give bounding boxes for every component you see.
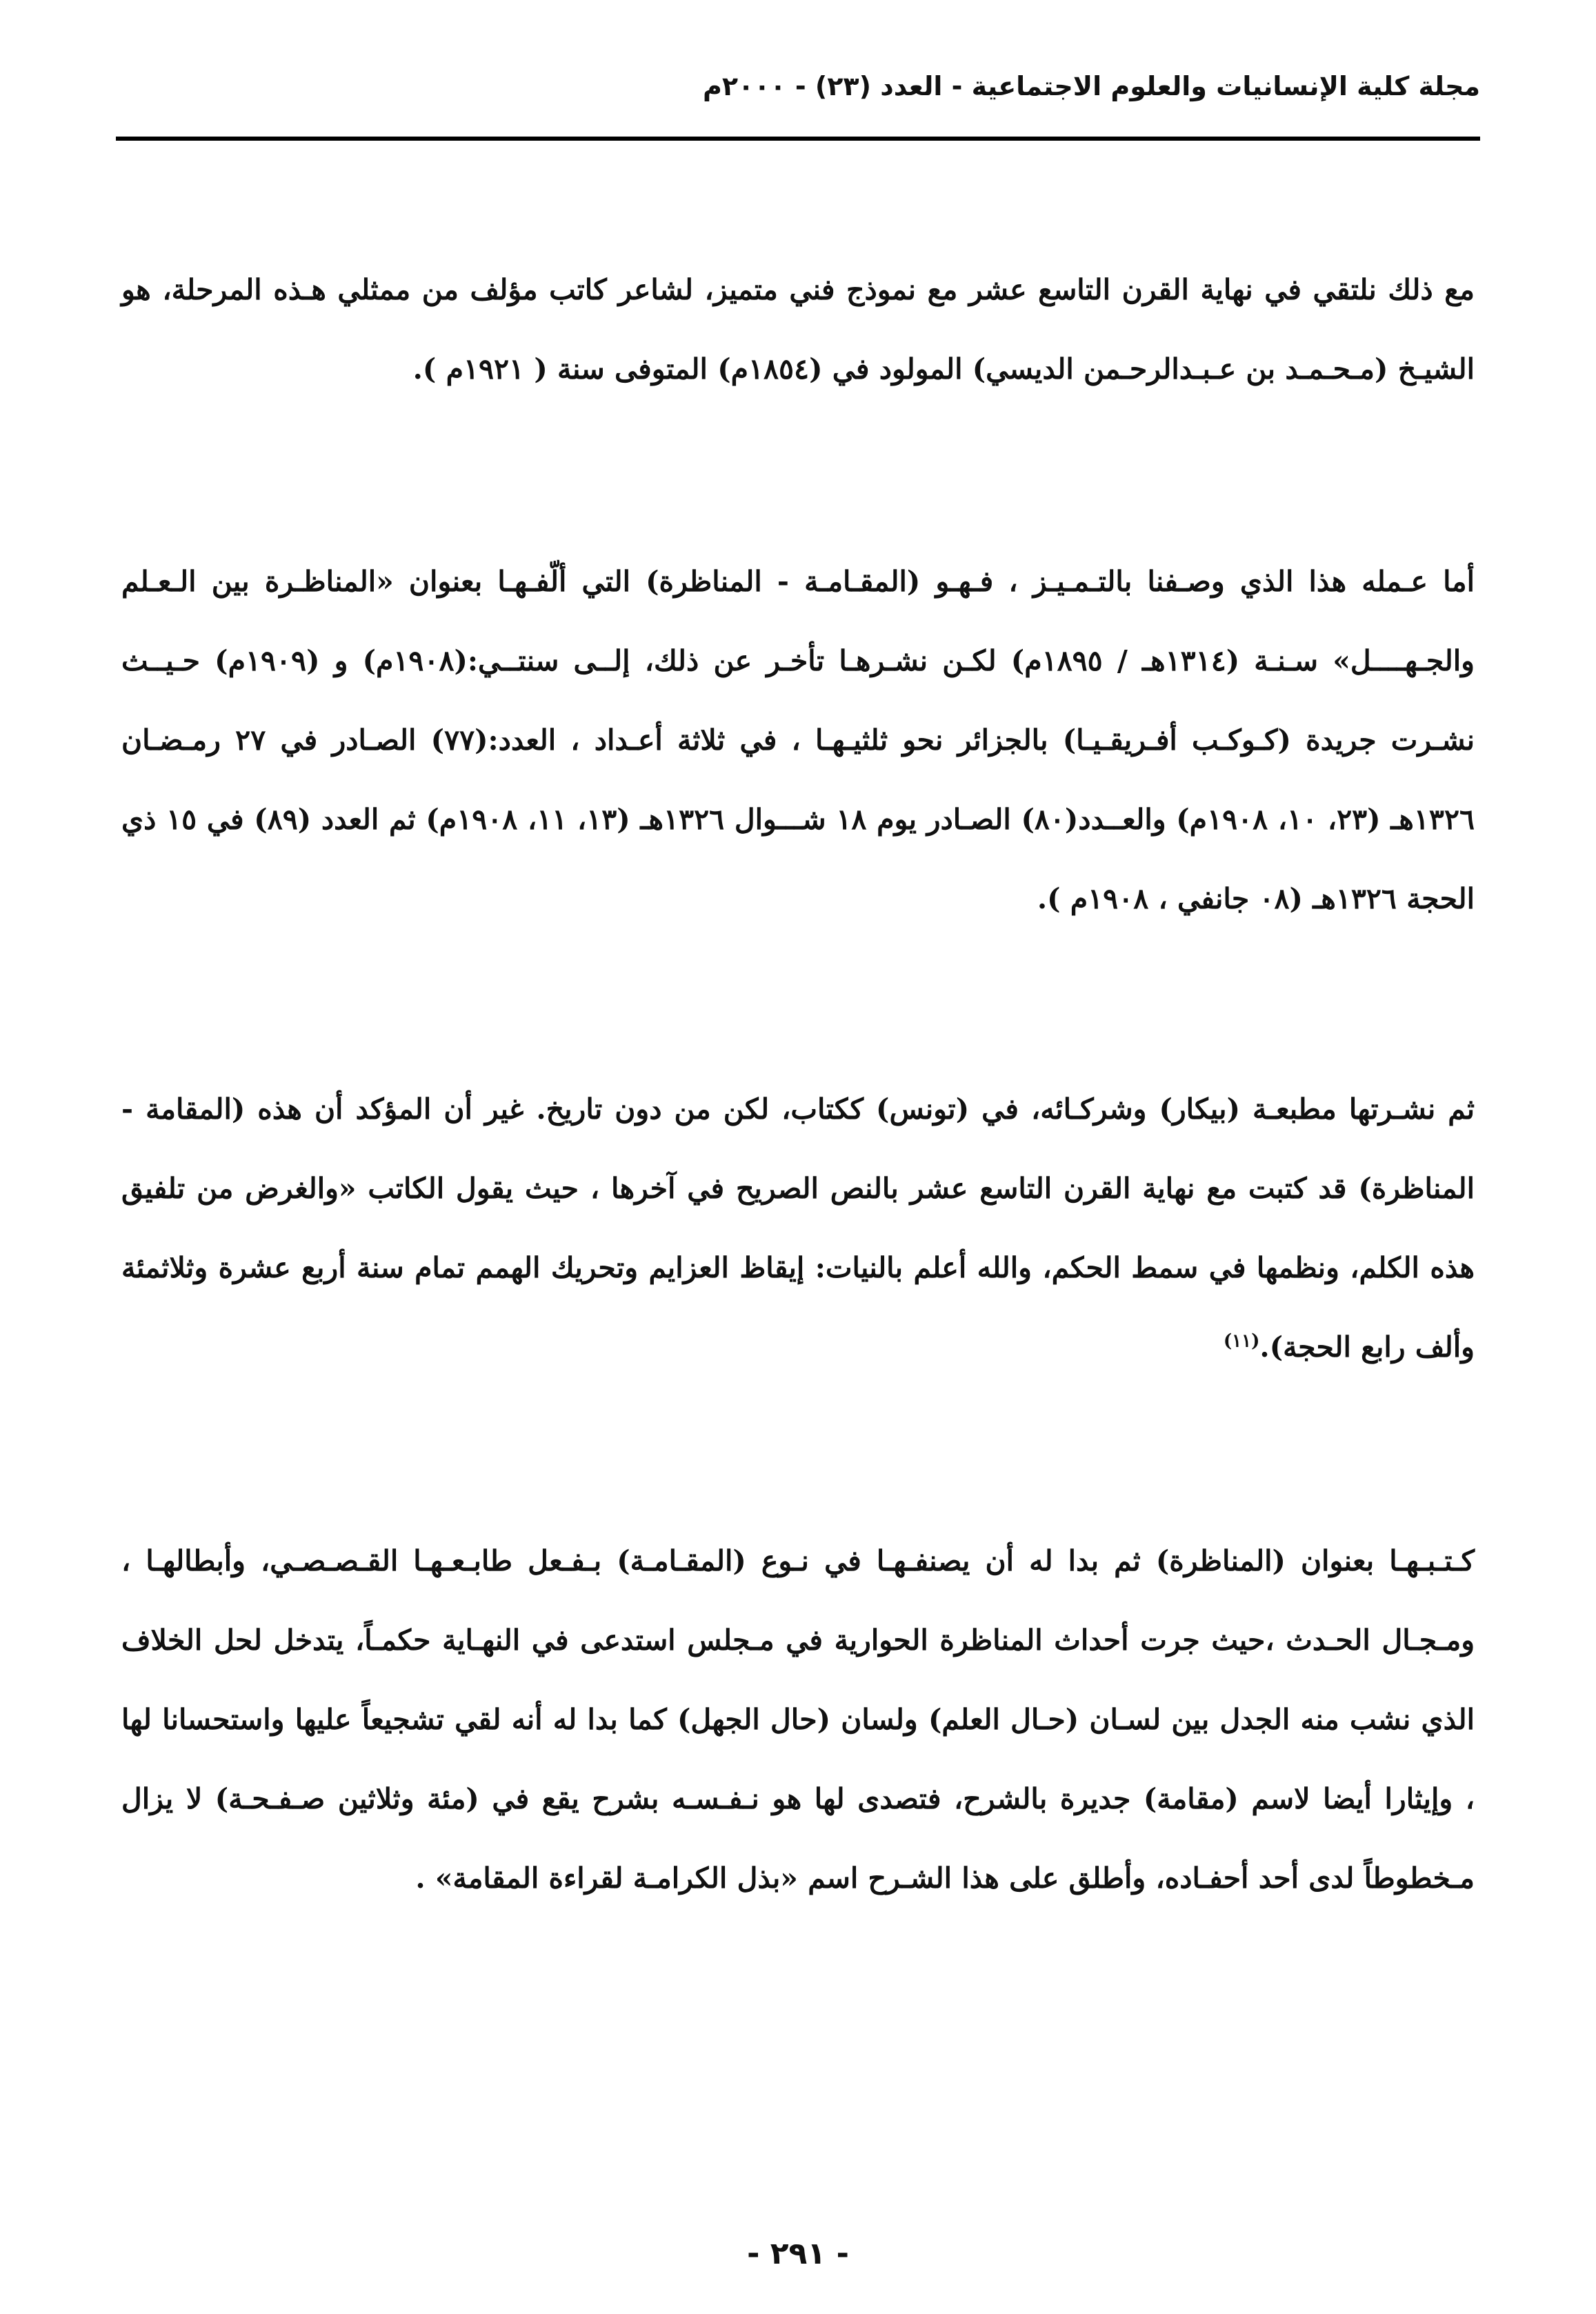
- paragraph-3: [121, 1070, 1475, 1387]
- header-divider: [116, 137, 1480, 141]
- page-number: - ٢٩١ -: [747, 2236, 849, 2271]
- paragraph-2: أما عـمله هذا الذي وصـفنا بالتـمـيـز ، فـهـو (المقـامـة - المناظرة) التي ألّفـهـا بعنوان «المناظـرة بين الـعـلم والجـهــــل» سـنـة (١٣١٤هـ / ١٨٩٥م) لكـن نشـرهـا تأخـر عن ذلك، إلــى سنتــي:(١٩٠٨م) و (١٩٠٩م) حـيــث نشـرت جريدة (كـوكـب أفـريقـيـا) بالجزائر نحو ثلثيـهـا ، في ثلاثة أعـداد ، العدد:(٧٧) الصـادر في ٢٧ رمـضـان ١٣٢٦هـ (٢٣، ١٠، ١٩٠٨م) والعــدد(٨٠) الصـادر يوم ١٨ شـــوال ١٣٢٦هـ (١٣، ١١، ١٩٠٨م) ثم العدد (٨٩) في ١٥ ذي الحجة ١٣٢٦هـ (٠٨ جانفي ، ١٩٠٨م ).: [121, 565, 1475, 915]
- paragraph-3-text: ثم نشـرتها مطبعـة (بيكار) وشركـائه، في (تونس) ككتاب، لكن من دون تاريخ. غير أن المؤكد أن هذه (المقامة - المناظرة) قد كتبت مع نهاية القرن التاسع عشر بالنص الصريح في آخرها ، حيث يقول الكاتب «والغرض من تلفيق هذه الكلم، ونظمها في سمط الحكم، والله أعلم بالنيات: إيقاظ العزايم وتحريك الهمم تمام سنة أربع عشرة وثلاثمئة وألف رابع الحجة).: [121, 1093, 1475, 1364]
- paragraph-1: مع ذلك نلتقي في نهاية القرن التاسع عشر مع نموذج فني متميز، لشاعر كاتب مؤلف من ممثلي هـذه المرحلة، هو الشيـخ (مـحـمـد بن عـبـدالرحـمن الديسي) المولود في (١٨٥٤م) المتوفى سنة ( ١٩٢١م ).: [121, 273, 1475, 386]
- running-header: مجلة كلية الإنسانيات والعلوم الاجتماعية - العدد (٢٣) - ٢٠٠٠م: [702, 71, 1480, 101]
- paragraph-4: كـتـبـهـا بعنوان (المناظرة) ثم بدا له أن يصنفـهـا في نـوع (المقـامـة) بـفـعل طابـعـهـا القـصـصـي، وأبطالهـا ، ومـجـال الحـدث ،حيث جرت أحداث المناظرة الحوارية في مـجلس استدعى في النهـاية حكمـاً، يتدخل لحل الخلاف الذي نشب منه الجدل بين لسـان (حـال العلم) ولسان (حال الجهل) كما بدا له أنه لقي تشجيعاً عليها واستحسانا لها ، وإيثارا أيضا لاسم (مقامة) جديرة بالشرح، فتصدى لها هو نـفـسـه بشرح يقع في (مئة وثلاثين صـفـحـة) لا يزال مـخطوطاً لدى أحد أحفـاده، وأطلق على هذا الشـرح اسم «بذل الكرامـة لقراءة المقامة» .: [121, 1544, 1475, 1895]
- footnote-reference: (١١): [1223, 1330, 1260, 1352]
